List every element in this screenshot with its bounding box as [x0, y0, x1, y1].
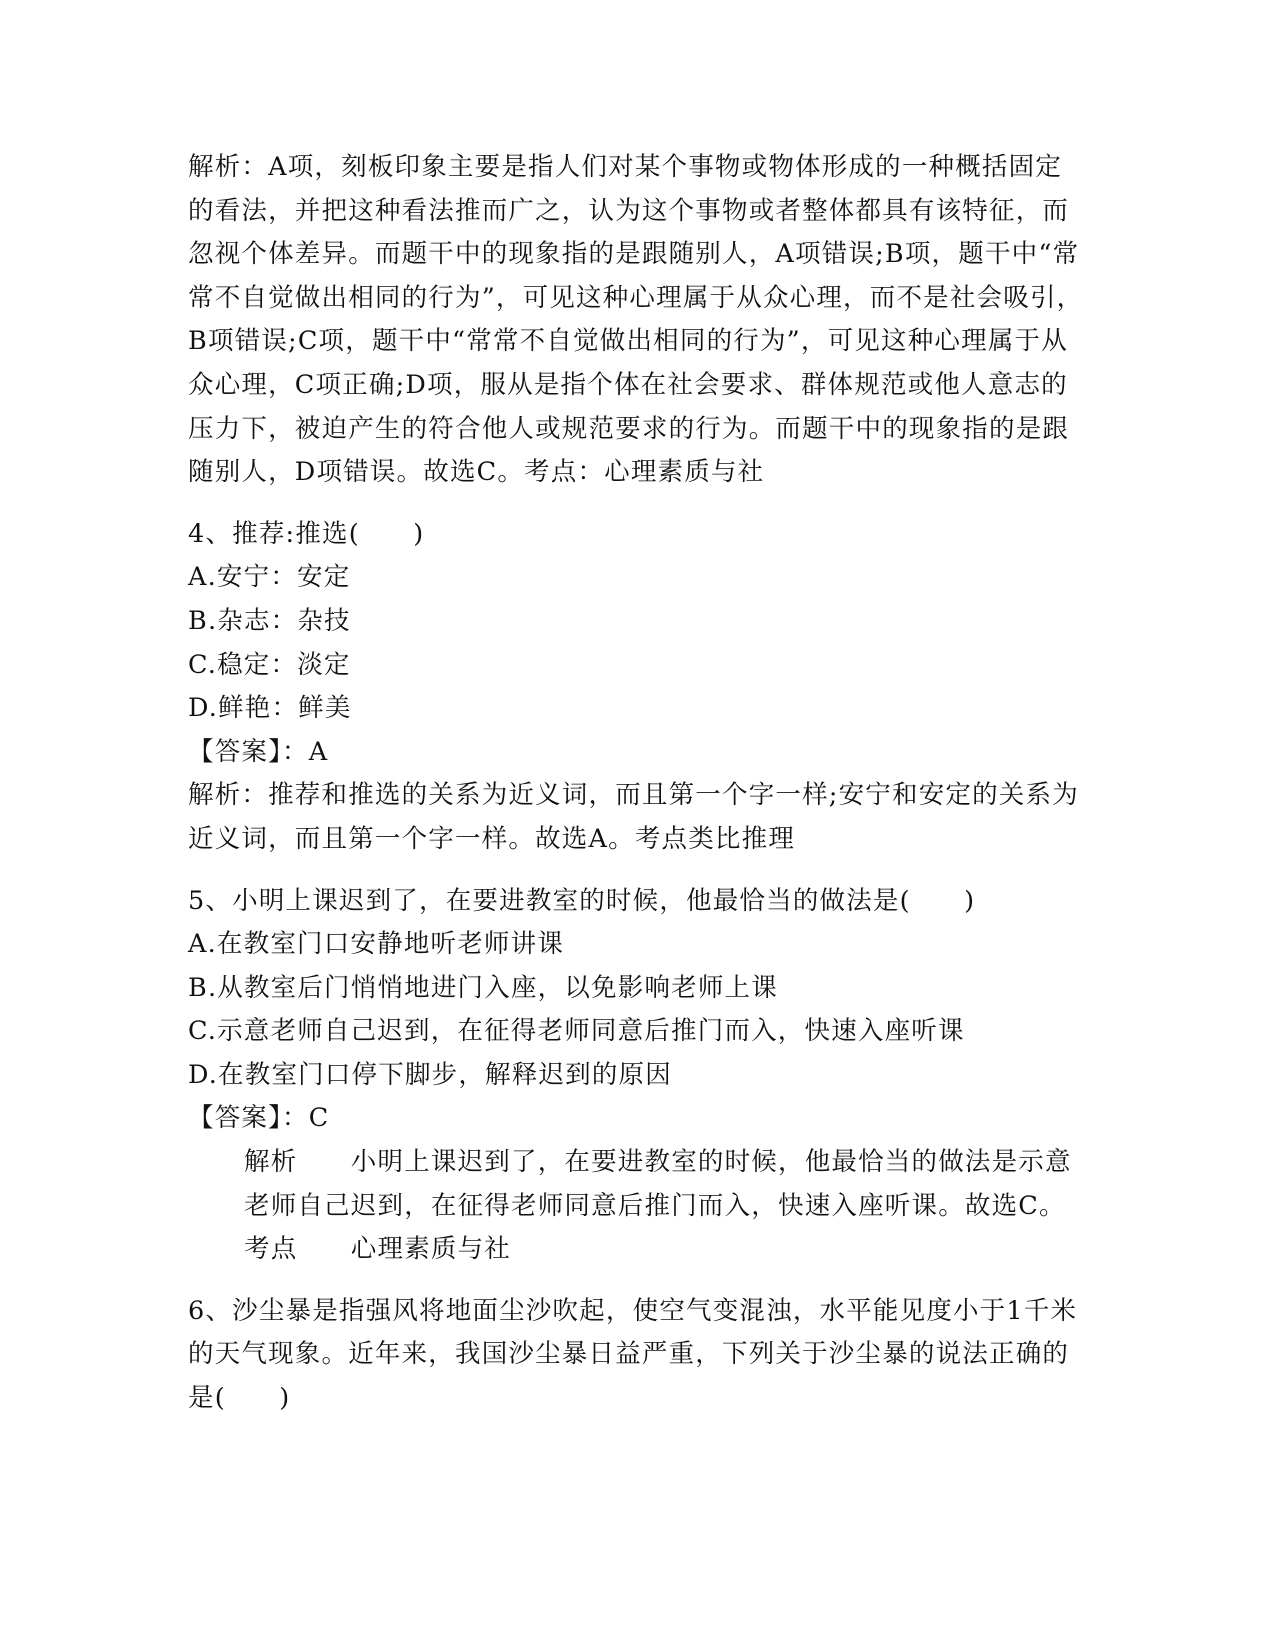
q4-option-a: A.安宁：安定: [188, 562, 351, 593]
q6-stem: 6、沙尘暴是指强风将地面尘沙吹起，使空气变混浊，水平能见度小于1千米的天气现象。近年来，我国沙尘暴日益严重，下列关于沙尘暴的说法正确的是( ): [188, 1295, 1078, 1414]
q5-stem: 5、小明上课迟到了，在要进教室的时候，他最恰当的做法是( ): [188, 885, 976, 916]
q4-answer: 【答案】：A: [188, 736, 329, 767]
spacer: [188, 862, 1088, 880]
q5-option-c: C.示意老师自己迟到，在征得老师同意后推门而入，快速入座听课: [188, 1016, 965, 1047]
document-content: [188, 146, 1107, 1421]
q5-option-d: D.在教室门口停下脚步，解释迟到的原因: [188, 1059, 672, 1090]
q4-option-d: D.鲜艳：鲜美: [188, 693, 352, 724]
q5-option-b: B.从教室后门悄悄地进门入座，以免影响老师上课: [188, 972, 778, 1003]
q4-analysis: 解析：推荐和推选的关系为近义词，而且第一个字一样;安宁和安定的关系为近义词，而且第一个字一样。故选A。考点类比推理: [188, 780, 1079, 854]
spacer: [188, 495, 1088, 513]
q5-analysis: 解析 小明上课迟到了，在要进教室的时候，他最恰当的做法是示意老师自己迟到，在征得老师同意后推门而入，快速入座听课。故选C。 考点 心理素质与社: [244, 1147, 1107, 1265]
q4-option-b: B.杂志：杂技: [188, 605, 351, 636]
q5-answer: 【答案】：C: [188, 1103, 330, 1134]
q4-stem: 4、推荐:推选( ): [188, 518, 425, 549]
q3-analysis: 解析：A项，刻板印象主要是指人们对某个事物或物体形成的一种概括固定的看法，并把这种看法推而广之，认为这个事物或者整体都具有该特征，而忽视个体差异。而题干中的现象指的是跟随别人，A项错误;B项，题干中“常常不自觉做出相同的行为”，可见这种心理属于从众心理，而不是社会吸引，B项错误;C项，题干中“常常不自觉做出相同的行为”，可见这种心理属于从众心理，C项正确;D项，服从是指个体在社会要求、群体规范或他人意志的压力下，被迫产生的符合他人或规范要求的行为。而题干中的现象指的是跟随别人，D项错误。故选C。考点：心理素质与社: [188, 152, 1084, 488]
spacer: [188, 1272, 1088, 1290]
q5-option-a: A.在教室门口安静地听老师讲课: [188, 929, 565, 960]
q4-option-c: C.稳定：淡定: [188, 649, 351, 680]
